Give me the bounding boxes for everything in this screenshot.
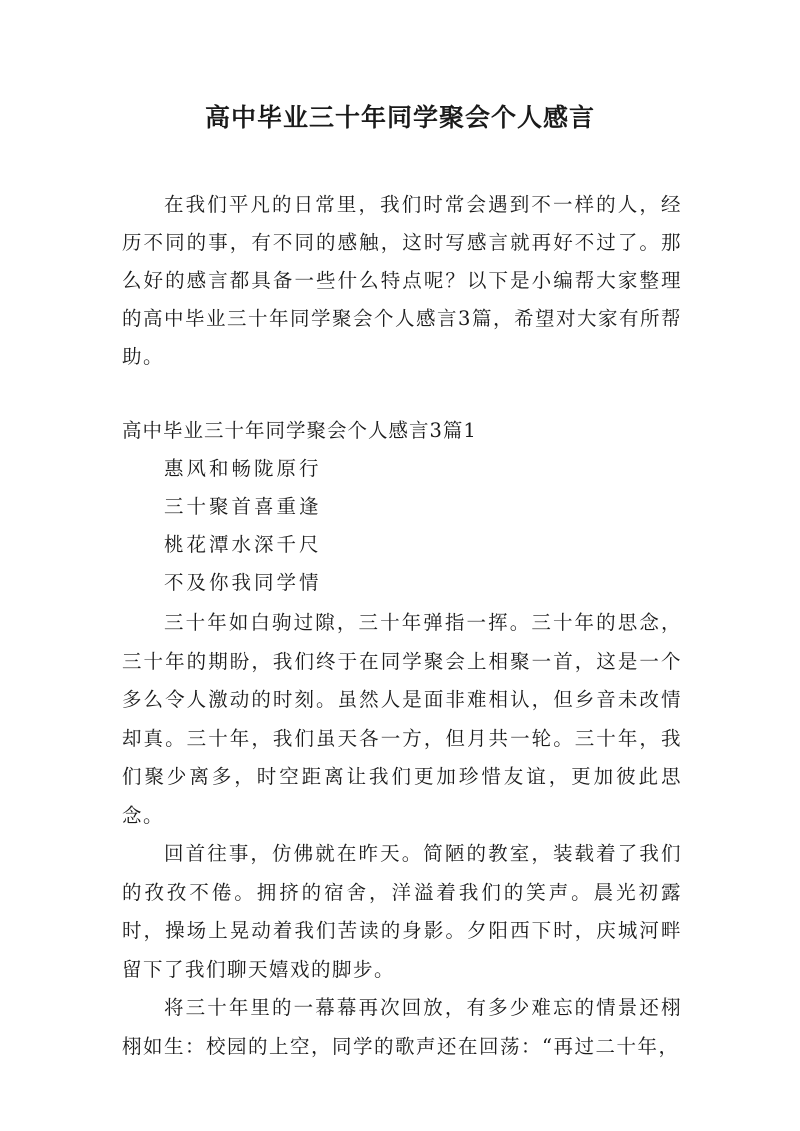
- body-paragraph: 三十年如白驹过隙，三十年弹指一挥。三十年的思念，三十年的期盼，我们终于在同学聚会上相聚一首，这是一个多么令人激动的时刻。虽然人是面非难相认，但乡音未改情却真。三十年，我们虽天各一方，但月共一轮。三十年，我们聚少离多，时空距离让我们更加珍惜友谊，更加彼此思念。: [122, 611, 682, 827]
- poem-line: 不及你我同学情: [164, 571, 322, 594]
- poem-line: 惠风和畅陇原行: [164, 457, 322, 480]
- document-title: 高中毕业三十年同学聚会个人感言: [204, 103, 595, 132]
- body-text: [122, 604, 682, 1066]
- poem-line: 桃花潭水深千尺: [164, 533, 322, 556]
- body-paragraph: 回首往事，仿佛就在昨天。简陋的教室，装载着了我们的孜孜不倦。拥挤的宿舍，洋溢着我们的笑声。晨光初露时，操场上晃动着我们苦读的身影。夕阳西下时，庆城河畔留下了我们聊天嬉戏的脚步。: [122, 842, 682, 981]
- poem-line: 三十聚首喜重逢: [164, 495, 322, 518]
- intro-paragraph: 在我们平凡的日常里，我们时常会遇到不一样的人，经历不同的事，有不同的感触，这时写感言就再好不过了。那么好的感言都具备一些什么特点呢？以下是小编帮大家整理的高中毕业三十年同学聚会个人感言3篇，希望对大家有所帮助。: [122, 193, 682, 368]
- body-paragraph: 将三十年里的一幕幕再次回放，有多少难忘的情景还栩栩如生：校园的上空，同学的歌声还在回荡：“再过二十年，: [122, 996, 682, 1058]
- poem: [164, 450, 322, 602]
- section-heading: 高中毕业三十年同学聚会个人感言3篇1: [122, 419, 477, 442]
